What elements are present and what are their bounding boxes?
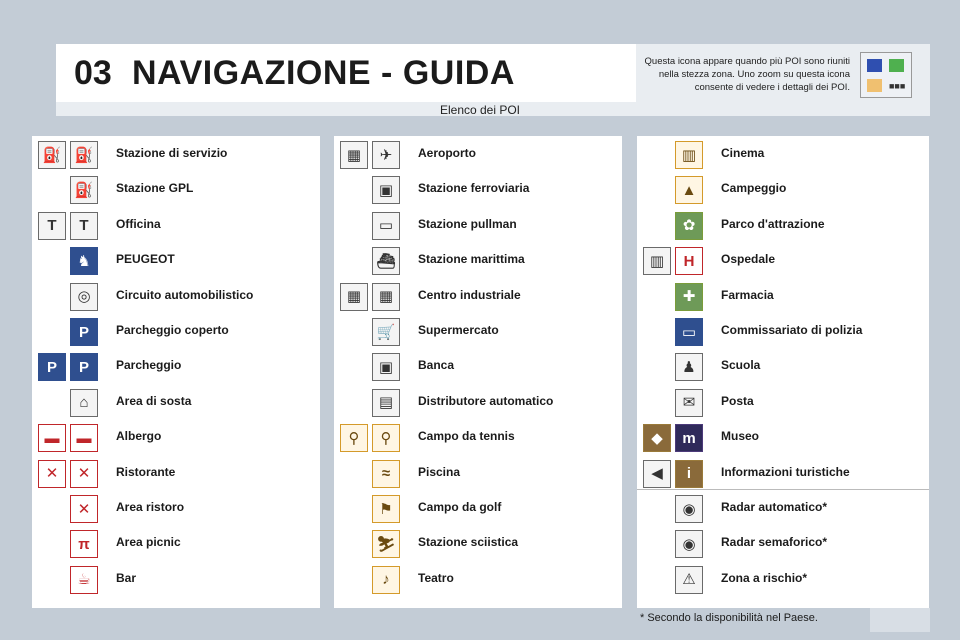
poi-row <box>32 457 320 492</box>
poi-label: Scuola <box>721 358 761 373</box>
poi-label: PEUGEOT <box>116 252 175 267</box>
bank-icon: ▣ <box>372 353 400 381</box>
poi-row <box>32 421 320 456</box>
poi-row <box>334 315 622 350</box>
poi-row <box>637 138 929 173</box>
cutlery-alt-icon: ✕ <box>70 460 98 488</box>
poi-label: Teatro <box>418 570 454 585</box>
poi-row <box>637 457 929 492</box>
poi-cluster-icon <box>860 52 912 98</box>
poi-row <box>334 209 622 244</box>
poi-row <box>637 350 929 385</box>
ship-icon: ⛴ <box>372 247 400 275</box>
shopping-cart-icon: 🛒 <box>372 318 400 346</box>
poi-row <box>32 527 320 562</box>
speed-camera-icon: ◉ <box>675 495 703 523</box>
museum-diamond-icon: ◆ <box>643 424 671 452</box>
cutlery-icon: ✕ <box>38 460 66 488</box>
section-subtitle: Elenco dei POI <box>439 103 521 117</box>
poi-row <box>334 527 622 562</box>
poi-label: Banca <box>418 358 455 373</box>
poi-label: Campo da tennis <box>418 429 515 444</box>
cluster-note: Questa icona appare quando più POI sono riuniti nella stezza zona. Uno zoom su questa icona consente di vedere i dettagli dei POI. <box>644 56 850 93</box>
poi-row <box>334 280 622 315</box>
golfer-icon: ⚑ <box>372 495 400 523</box>
coffee-cup-icon: ☕ <box>70 566 98 594</box>
poi-row <box>32 315 320 350</box>
poi-row <box>637 315 929 350</box>
poi-row <box>637 527 929 562</box>
poi-label: Piscina <box>418 464 461 479</box>
school-children-icon: ♟ <box>675 353 703 381</box>
poi-row <box>32 244 320 279</box>
snack-area-icon: ✕ <box>70 495 98 523</box>
theater-icon: ♪ <box>372 566 400 594</box>
poi-label: Ristorante <box>116 464 176 479</box>
hospital-building-icon: ▥ <box>643 247 671 275</box>
fuel-pump-icon: ⛽ <box>38 141 66 169</box>
poi-row <box>334 492 622 527</box>
cluster-square-blue <box>867 59 882 72</box>
lpg-station-icon: ⛽ <box>70 176 98 204</box>
airplane-icon: ✈ <box>372 141 400 169</box>
poi-row <box>334 563 622 598</box>
train-icon: ▣ <box>372 176 400 204</box>
tent-icon: ▲ <box>675 176 703 204</box>
parking-icon: P <box>38 353 66 381</box>
poi-row <box>32 563 320 598</box>
page-number-tab <box>870 608 930 632</box>
hammer-icon: T <box>38 212 66 240</box>
poi-row <box>32 350 320 385</box>
poi-row <box>334 138 622 173</box>
poi-row <box>637 209 929 244</box>
parking-alt-icon: P <box>70 353 98 381</box>
poi-label: Radar semaforico* <box>721 535 828 550</box>
poi-label: Albergo <box>116 429 162 444</box>
tourist-info-icon: i <box>675 460 703 488</box>
poi-label: Parcheggio <box>116 358 182 373</box>
poi-row <box>637 386 929 421</box>
poi-label: Campeggio <box>721 181 787 196</box>
poi-label: Area di sosta <box>116 393 192 408</box>
race-circuit-icon: ◎ <box>70 283 98 311</box>
poi-label: Supermercato <box>418 323 499 337</box>
poi-row <box>334 457 622 492</box>
police-badge-icon: ▭ <box>675 318 703 346</box>
poi-label: Aeroporto <box>418 146 476 160</box>
poi-row <box>32 173 320 208</box>
airport-board-icon: ▦ <box>340 141 368 169</box>
hospital-h-icon: H <box>675 247 703 275</box>
poi-label: Stazione GPL <box>116 181 194 196</box>
poi-row <box>334 244 622 279</box>
poi-label: Stazione pullman <box>418 216 517 231</box>
poi-label: Stazione marittima <box>418 252 525 267</box>
poi-column-1 <box>32 136 320 608</box>
cluster-dots: ■■■ <box>889 81 906 91</box>
rest-area-icon: ⌂ <box>70 389 98 417</box>
bed-icon: ▬ <box>38 424 66 452</box>
poi-label: Stazione ferroviaria <box>418 181 530 196</box>
skier-icon: ⛷ <box>372 530 400 558</box>
warning-section-divider <box>637 489 929 490</box>
factory-alt-icon: ▦ <box>372 283 400 311</box>
poi-label: Parco d'attrazione <box>721 216 825 231</box>
atm-icon: ▤ <box>372 389 400 417</box>
poi-label: Cinema <box>721 146 765 160</box>
poi-row <box>32 492 320 527</box>
poi-label: Posta <box>721 393 754 408</box>
poi-column-2 <box>334 136 622 608</box>
poi-label: Radar automatico* <box>721 500 828 514</box>
poi-label: Area picnic <box>116 535 181 550</box>
museum-m-icon: m <box>675 424 703 452</box>
poi-row <box>334 350 622 385</box>
poi-label: Farmacia <box>721 287 774 302</box>
swimmer-icon: ≈ <box>372 460 400 488</box>
poi-label: Museo <box>721 429 760 444</box>
cluster-square-orange <box>867 79 882 92</box>
poi-row <box>32 138 320 173</box>
poi-row <box>32 386 320 421</box>
peugeot-lion-icon: ♞ <box>70 247 98 275</box>
covered-parking-icon: P <box>70 318 98 346</box>
red-light-camera-icon: ◉ <box>675 530 703 558</box>
poi-row <box>637 280 929 315</box>
poi-label: Informazioni turistiche <box>721 464 850 479</box>
poi-label: Campo da golf <box>418 500 502 514</box>
tennis-court-icon: ⚲ <box>340 424 368 452</box>
poi-label: Parcheggio coperto <box>116 323 229 337</box>
poi-label: Ospedale <box>721 252 776 267</box>
page-title: NAVIGAZIONE - GUIDA <box>132 54 515 92</box>
bus-icon: ▭ <box>372 212 400 240</box>
fuel-pump-alt-icon: ⛽ <box>70 141 98 169</box>
envelope-icon: ✉ <box>675 389 703 417</box>
poi-label: Circuito automobilistico <box>116 287 254 302</box>
amusement-park-icon: ✿ <box>675 212 703 240</box>
bed-alt-icon: ▬ <box>70 424 98 452</box>
poi-label: Bar <box>116 570 137 585</box>
poi-row <box>334 386 622 421</box>
poi-label: Centro industriale <box>418 287 521 302</box>
poi-row <box>334 173 622 208</box>
poi-row <box>637 244 929 279</box>
availability-footnote: * Secondo la disponibilità nel Paese. <box>640 612 818 624</box>
danger-zone-icon: ⚠ <box>675 566 703 594</box>
poi-row <box>637 563 929 598</box>
poi-row <box>637 173 929 208</box>
picnic-icon: π <box>70 530 98 558</box>
poi-label: Stazione sciistica <box>418 535 519 550</box>
tennis-player-icon: ⚲ <box>372 424 400 452</box>
poi-row <box>637 421 929 456</box>
poi-label: Distributore automatico <box>418 393 554 408</box>
poi-label: Commissariato di polizia <box>721 323 863 337</box>
cluster-square-green <box>889 59 904 72</box>
tourist-megaphone-icon: ◀ <box>643 460 671 488</box>
poi-label: Stazione di servizio <box>116 146 228 160</box>
film-strip-icon: ▥ <box>675 141 703 169</box>
hammer-alt-icon: T <box>70 212 98 240</box>
factory-icon: ▦ <box>340 283 368 311</box>
poi-row <box>32 209 320 244</box>
poi-label: Officina <box>116 216 161 231</box>
chapter-number: 03 <box>74 54 112 92</box>
poi-row <box>32 280 320 315</box>
poi-label: Zona a rischio* <box>721 570 808 585</box>
poi-label: Area ristoro <box>116 500 185 514</box>
poi-row <box>637 492 929 527</box>
poi-row <box>334 421 622 456</box>
pharmacy-cross-icon: ✚ <box>675 283 703 311</box>
poi-column-3 <box>637 136 929 608</box>
